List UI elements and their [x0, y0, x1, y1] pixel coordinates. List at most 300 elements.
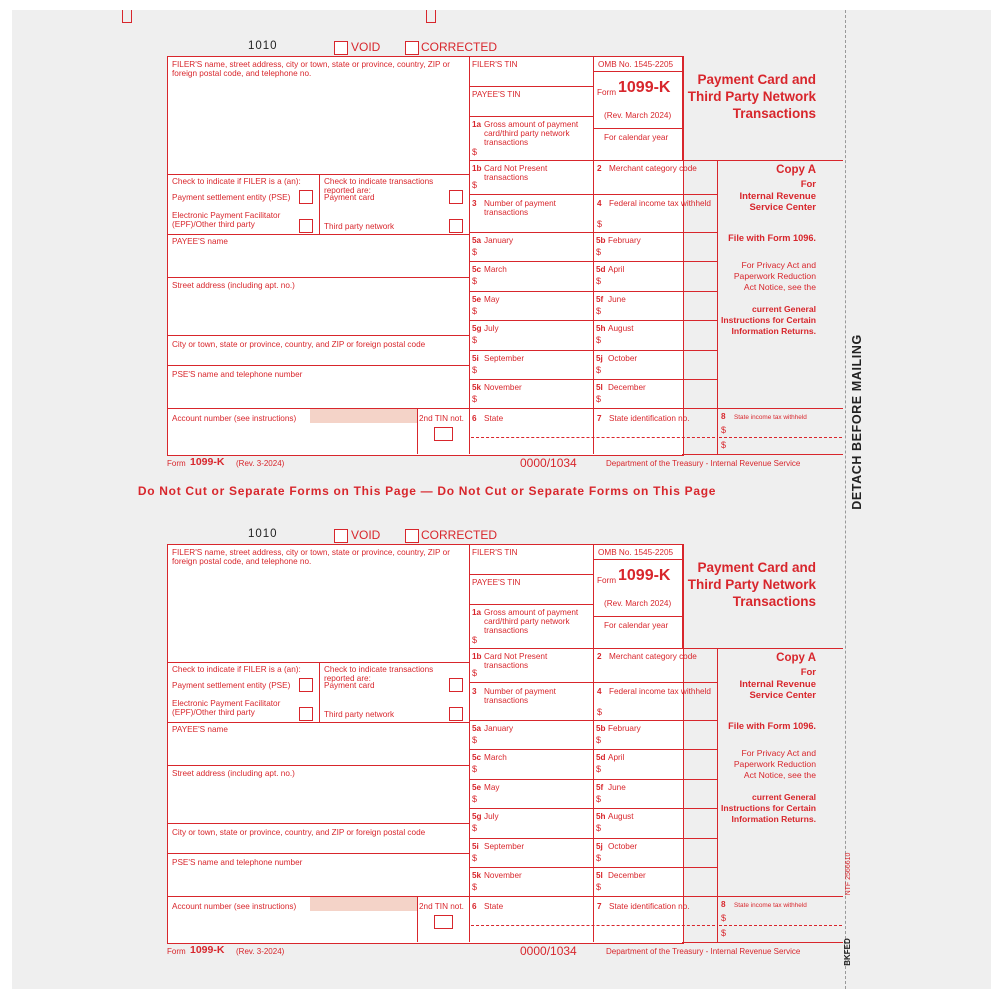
box-1b-number: 1b — [472, 164, 482, 173]
month-box-number: 5c — [472, 753, 482, 762]
box-1b-label: Card Not Present transactions — [484, 164, 548, 182]
corrected-checkbox[interactable] — [405, 41, 419, 55]
month-box-5e — [469, 291, 593, 320]
divider — [167, 722, 469, 723]
calendar-year-label: For calendar year — [604, 133, 669, 142]
bkfed-code: BKFED — [843, 938, 852, 966]
filer-tin-label: FILER'S TIN — [472, 548, 518, 557]
divider — [469, 682, 717, 683]
month-box-5k — [469, 379, 593, 408]
void-checkbox[interactable] — [334, 529, 348, 543]
dollar-sign: $ — [472, 853, 478, 863]
month-label: July — [484, 324, 499, 333]
check-transactions-label: Check to indicate transactions reported are: — [324, 665, 434, 683]
form-sheet — [12, 10, 991, 989]
month-box-5b — [593, 232, 717, 261]
calendar-year-label: For calendar year — [604, 621, 669, 630]
box-2-number: 2 — [597, 652, 602, 661]
second-tin-checkbox[interactable] — [434, 427, 453, 441]
box-6-number: 6 — [472, 902, 477, 911]
file-with-1096-label: File with Form 1096. — [728, 721, 816, 731]
box-8-label: State income tax withheld — [734, 414, 807, 421]
month-label: December — [608, 383, 646, 392]
account-number-label: Account number (see instructions) — [172, 414, 297, 423]
general-instructions-reference: current General Instructions for Certain Information Returns. — [720, 792, 816, 824]
month-box-5l — [593, 379, 717, 408]
footer-form-word: Form — [167, 947, 186, 956]
box-7-number: 7 — [597, 414, 602, 423]
dollar-sign: $ — [596, 365, 602, 375]
dollar-sign: $ — [472, 794, 478, 804]
month-label: June — [608, 295, 626, 304]
month-amount-field[interactable] — [604, 852, 712, 865]
third-party-checkbox[interactable] — [449, 219, 463, 233]
footer-revision: (Rev. 3-2024) — [236, 459, 285, 468]
crop-mark-left — [122, 10, 132, 23]
month-amount-field[interactable] — [604, 393, 712, 406]
box-4-number: 4 — [597, 199, 602, 208]
month-box-number: 5g — [472, 812, 482, 821]
box-8-number: 8 — [721, 900, 726, 909]
dollar-sign: $ — [472, 147, 478, 157]
divider — [717, 160, 718, 454]
payee-tin-label: PAYEE'S TIN — [472, 90, 521, 99]
divider — [167, 365, 469, 366]
divider — [682, 454, 843, 455]
dollar-sign: $ — [472, 764, 478, 774]
payment-card-checkbox[interactable] — [449, 678, 463, 692]
pse-name-field[interactable] — [170, 381, 466, 405]
month-amount-field[interactable] — [604, 305, 712, 318]
form-copy-top — [12, 36, 842, 496]
for-label: For — [800, 667, 816, 678]
divider — [469, 160, 843, 161]
dashed-divider — [719, 437, 842, 438]
dollar-sign: $ — [721, 425, 727, 435]
month-amount-field[interactable] — [604, 822, 712, 835]
dollar-sign: $ — [472, 247, 478, 257]
month-amount-field[interactable] — [480, 305, 588, 318]
month-label: September — [484, 842, 525, 851]
do-not-cut-notice: Do Not Cut or Separate Forms on This Page — Do Not Cut or Separate Forms on This Page — [137, 484, 717, 498]
month-box-number: 5h — [596, 812, 606, 821]
box-8-number: 8 — [721, 412, 726, 421]
month-box-number: 5b — [596, 724, 606, 733]
month-label: May — [484, 783, 500, 792]
box-2-label: Merchant category code — [609, 652, 697, 661]
month-amount-field[interactable] — [480, 734, 588, 747]
month-label: April — [608, 753, 625, 762]
payee-tin-field[interactable] — [472, 100, 590, 114]
epf-checkbox[interactable] — [299, 707, 313, 721]
box-1b-field[interactable] — [480, 179, 590, 191]
payee-tin-field[interactable] — [472, 588, 590, 602]
box-8-field[interactable] — [729, 912, 839, 924]
month-amount-field[interactable] — [480, 364, 588, 377]
month-amount-field[interactable] — [604, 881, 712, 894]
box-4-number: 4 — [597, 687, 602, 696]
box-1a-number: 1a — [472, 120, 482, 129]
calendar-year-field[interactable] — [597, 144, 679, 158]
city-field[interactable] — [170, 350, 466, 364]
revision-date: (Rev. March 2024) — [604, 111, 672, 120]
divider — [469, 408, 843, 409]
pse-label: Payment settlement entity (PSE) — [172, 681, 291, 690]
dollar-sign: $ — [597, 707, 603, 717]
month-amount-field[interactable] — [480, 881, 588, 894]
month-label: August — [608, 324, 634, 333]
month-box-5b — [593, 720, 717, 749]
payee-name-label: PAYEE'S name — [172, 725, 228, 734]
epf-label: Electronic Payment Facilitator (EPF)/Other third party — [172, 211, 281, 229]
form-number: 1099-K — [618, 79, 671, 96]
box-1b-field[interactable] — [480, 667, 590, 679]
form-number: 1099-K — [618, 567, 671, 584]
month-label: November — [484, 383, 522, 392]
epf-label: Electronic Payment Facilitator (EPF)/Other third party — [172, 699, 281, 717]
street-address-label: Street address (including apt. no.) — [172, 281, 295, 290]
month-box-5l — [593, 867, 717, 896]
privacy-act-notice: For Privacy Act and Paperwork Reduction Act Notice, see the — [733, 260, 816, 292]
pse-label: Payment settlement entity (PSE) — [172, 193, 291, 202]
filer-tin-label: FILER'S TIN — [472, 60, 518, 69]
dollar-sign: $ — [596, 882, 602, 892]
month-box-number: 5j — [596, 354, 603, 363]
divider — [593, 71, 682, 72]
dollar-sign: $ — [596, 306, 602, 316]
divider — [469, 116, 593, 117]
box-3-field[interactable] — [480, 704, 590, 716]
month-box-number: 5i — [472, 354, 479, 363]
street-address-label: Street address (including apt. no.) — [172, 769, 295, 778]
dollar-sign: $ — [596, 764, 602, 774]
footer-form-number: 1099-K — [190, 944, 225, 956]
void-label: VOID — [351, 40, 381, 54]
month-amount-field[interactable] — [604, 763, 712, 776]
box-1b-number: 1b — [472, 652, 482, 661]
city-label: City or town, state or province, country, and ZIP or foreign postal code — [172, 828, 426, 837]
divider — [682, 57, 683, 160]
month-box-number: 5d — [596, 753, 606, 762]
dollar-sign: $ — [596, 853, 602, 863]
month-amount-field[interactable] — [604, 734, 712, 747]
month-amount-field[interactable] — [604, 334, 712, 347]
month-amount-field[interactable] — [480, 852, 588, 865]
month-amount-field[interactable] — [604, 793, 712, 806]
pse-checkbox[interactable] — [299, 678, 313, 692]
filer-name-label: FILER'S name, street address, city or town, state or province, country, ZIP or foreign postal code, and telephone no. — [172, 548, 450, 566]
month-box-5g — [469, 808, 593, 837]
box-4-field[interactable] — [605, 706, 715, 718]
month-box-number: 5f — [596, 783, 604, 792]
box-2-label: Merchant category code — [609, 164, 697, 173]
dollar-sign: $ — [596, 335, 602, 345]
box-2-number: 2 — [597, 164, 602, 173]
month-amount-field[interactable] — [480, 334, 588, 347]
divider — [167, 277, 469, 278]
divider — [469, 86, 593, 87]
month-box-number: 5j — [596, 842, 603, 851]
account-number-label: Account number (see instructions) — [172, 902, 297, 911]
month-box-5f — [593, 779, 717, 808]
box-1a-field[interactable] — [480, 634, 590, 646]
month-amount-field[interactable] — [480, 822, 588, 835]
dollar-sign: $ — [721, 440, 727, 450]
month-label: March — [484, 753, 507, 762]
month-box-5c — [469, 261, 593, 290]
void-checkbox[interactable] — [334, 41, 348, 55]
pse-checkbox[interactable] — [299, 190, 313, 204]
divider — [167, 823, 469, 824]
account-number-field[interactable] — [310, 409, 417, 423]
detach-before-mailing-label: DETACH BEFORE MAILING — [850, 334, 864, 510]
month-label: March — [484, 265, 507, 274]
box-7-label: State identification no. — [609, 414, 690, 423]
month-label: July — [484, 812, 499, 821]
payee-name-label: PAYEE'S name — [172, 237, 228, 246]
box-2-field[interactable] — [597, 176, 715, 192]
pse-name-label: PSE'S name and telephone number — [172, 370, 303, 379]
footer-code: 0000/1034 — [520, 944, 577, 958]
divider — [417, 896, 418, 942]
month-amount-field[interactable] — [604, 364, 712, 377]
month-label: February — [608, 724, 641, 733]
month-box-number: 5l — [596, 871, 603, 880]
dollar-sign: $ — [472, 882, 478, 892]
corrected-label: CORRECTED — [421, 40, 498, 54]
dollar-sign: $ — [472, 668, 478, 678]
box-6-field[interactable] — [472, 424, 590, 436]
month-box-number: 5d — [596, 265, 606, 274]
box-3-number: 3 — [472, 199, 477, 208]
month-label: April — [608, 265, 625, 274]
box-4-field[interactable] — [605, 218, 715, 230]
divider — [593, 128, 682, 129]
second-tin-label: 2nd TIN not. — [419, 902, 464, 911]
month-amount-field[interactable] — [480, 393, 588, 406]
box-8-field[interactable] — [729, 927, 839, 939]
epf-checkbox[interactable] — [299, 219, 313, 233]
month-label: December — [608, 871, 646, 880]
divider — [469, 574, 593, 575]
month-label: January — [484, 236, 514, 245]
divider — [682, 942, 843, 943]
month-label: May — [484, 295, 500, 304]
form-title: Payment Card and Third Party Network Transactions — [687, 560, 816, 609]
divider — [682, 545, 683, 648]
omb-number: OMB No. 1545-2205 — [598, 548, 674, 557]
box-6-label: State — [484, 902, 504, 911]
dollar-sign: $ — [596, 276, 602, 286]
filer-name-field[interactable] — [170, 574, 466, 662]
pse-name-label: PSE'S name and telephone number — [172, 858, 303, 867]
revision-date: (Rev. March 2024) — [604, 599, 672, 608]
third-party-label: Third party network — [324, 710, 395, 719]
street-address-field[interactable] — [170, 292, 466, 332]
month-label: October — [608, 354, 638, 363]
divider — [469, 194, 717, 195]
month-box-5e — [469, 779, 593, 808]
box-4-label: Federal income tax withheld — [609, 687, 711, 696]
dollar-sign: $ — [472, 180, 478, 190]
month-amount-field[interactable] — [480, 793, 588, 806]
payment-card-checkbox[interactable] — [449, 190, 463, 204]
corrected-label: CORRECTED — [421, 528, 498, 542]
dollar-sign: $ — [472, 276, 478, 286]
divider — [469, 648, 843, 649]
box-3-label: Number of payment transactions — [484, 687, 556, 705]
dollar-sign: $ — [721, 928, 727, 938]
box-1a-field[interactable] — [480, 146, 590, 158]
box-7-field[interactable] — [597, 424, 715, 436]
divider — [593, 559, 682, 560]
month-amount-field[interactable] — [480, 763, 588, 776]
check-filer-label: Check to indicate if FILER is a (an): — [172, 177, 301, 186]
form-title: Payment Card and Third Party Network Transactions — [687, 72, 816, 121]
copy-a-label: Copy A — [776, 164, 816, 176]
month-box-number: 5k — [472, 383, 482, 392]
corrected-checkbox[interactable] — [405, 529, 419, 543]
dashed-divider — [471, 925, 715, 926]
footer-form-number: 1099-K — [190, 456, 225, 468]
city-label: City or town, state or province, country, and ZIP or foreign postal code — [172, 340, 426, 349]
month-box-5j — [593, 838, 717, 867]
file-with-1096-label: File with Form 1096. — [728, 233, 816, 243]
month-box-number: 5e — [472, 783, 482, 792]
box-8-field[interactable] — [729, 424, 839, 436]
divider — [167, 853, 469, 854]
month-label: June — [608, 783, 626, 792]
filer-tin-field[interactable] — [472, 558, 590, 572]
box-3-field[interactable] — [480, 216, 590, 228]
month-box-5a — [469, 720, 593, 749]
month-label: January — [484, 724, 514, 733]
pse-name-field[interactable] — [170, 869, 466, 893]
month-box-5f — [593, 291, 717, 320]
month-box-5k — [469, 867, 593, 896]
dollar-sign: $ — [472, 394, 478, 404]
box-1a-label: Gross amount of payment card/third party network transactions — [484, 120, 579, 147]
second-tin-label: 2nd TIN not. — [419, 414, 464, 423]
month-label: February — [608, 236, 641, 245]
ntf-code: NTF 2566610 — [845, 852, 852, 896]
copy-a-label: Copy A — [776, 652, 816, 664]
month-label: October — [608, 842, 638, 851]
dollar-sign: $ — [596, 735, 602, 745]
omb-number: OMB No. 1545-2205 — [598, 60, 674, 69]
filer-name-field[interactable] — [170, 86, 466, 174]
dollar-sign: $ — [596, 247, 602, 257]
dollar-sign: $ — [721, 913, 727, 923]
month-box-number: 5h — [596, 324, 606, 333]
form-word: Form — [597, 576, 617, 585]
dashed-divider — [471, 437, 715, 438]
for-label: For — [800, 179, 816, 190]
month-box-number: 5k — [472, 871, 482, 880]
box-8-field[interactable] — [729, 439, 839, 451]
divider — [167, 662, 469, 663]
void-label: VOID — [351, 528, 381, 542]
month-box-number: 5l — [596, 383, 603, 392]
month-amount-field[interactable] — [480, 275, 588, 288]
box-2-field[interactable] — [597, 664, 715, 680]
month-box-5d — [593, 749, 717, 778]
divider — [469, 896, 843, 897]
payee-name-field[interactable] — [170, 248, 466, 275]
box-6-field[interactable] — [472, 912, 590, 924]
box-1a-number: 1a — [472, 608, 482, 617]
month-amount-field[interactable] — [480, 246, 588, 259]
box-3-number: 3 — [472, 687, 477, 696]
month-box-5g — [469, 320, 593, 349]
month-box-5i — [469, 350, 593, 379]
month-box-number: 5g — [472, 324, 482, 333]
second-tin-checkbox[interactable] — [434, 915, 453, 929]
month-box-number: 5f — [596, 295, 604, 304]
box-6-label: State — [484, 414, 504, 423]
month-label: November — [484, 871, 522, 880]
dollar-sign: $ — [596, 394, 602, 404]
account-number-field[interactable] — [310, 897, 417, 911]
city-field[interactable] — [170, 838, 466, 852]
divider — [717, 648, 718, 942]
box-7-label: State identification no. — [609, 902, 690, 911]
form-code: 1010 — [248, 40, 278, 52]
check-transactions-label: Check to indicate transactions reported are: — [324, 177, 434, 195]
month-box-5a — [469, 232, 593, 261]
footer-form-word: Form — [167, 459, 186, 468]
privacy-act-notice: For Privacy Act and Paperwork Reduction Act Notice, see the — [733, 748, 816, 780]
month-amount-field[interactable] — [604, 246, 712, 259]
crop-mark-right — [426, 10, 436, 23]
form-word: Form — [597, 88, 617, 97]
month-amount-field[interactable] — [604, 275, 712, 288]
payee-name-field[interactable] — [170, 736, 466, 763]
dollar-sign: $ — [597, 219, 603, 229]
divider — [469, 604, 593, 605]
calendar-year-field[interactable] — [597, 632, 679, 646]
filer-tin-field[interactable] — [472, 70, 590, 84]
month-box-number: 5e — [472, 295, 482, 304]
form-code: 1010 — [248, 528, 278, 540]
irs-center-label: Internal Revenue Service Center — [739, 191, 816, 213]
dollar-sign: $ — [472, 735, 478, 745]
divider — [319, 662, 320, 722]
month-box-number: 5a — [472, 724, 482, 733]
month-box-5d — [593, 261, 717, 290]
box-8-label: State income tax withheld — [734, 902, 807, 909]
payment-card-label: Payment card — [324, 193, 375, 202]
footer-department: Department of the Treasury - Internal Revenue Service — [606, 459, 801, 468]
street-address-field[interactable] — [170, 780, 466, 820]
dollar-sign: $ — [596, 823, 602, 833]
filer-name-label: FILER'S name, street address, city or town, state or province, country, ZIP or foreign postal code, and telephone no. — [172, 60, 450, 78]
dollar-sign: $ — [472, 306, 478, 316]
divider — [319, 174, 320, 234]
irs-center-label: Internal Revenue Service Center — [739, 679, 816, 701]
box-1a-label: Gross amount of payment card/third party network transactions — [484, 608, 579, 635]
month-box-5c — [469, 749, 593, 778]
month-label: August — [608, 812, 634, 821]
box-7-field[interactable] — [597, 912, 715, 924]
third-party-checkbox[interactable] — [449, 707, 463, 721]
month-box-number: 5a — [472, 236, 482, 245]
month-box-number: 5i — [472, 842, 479, 851]
check-filer-label: Check to indicate if FILER is a (an): — [172, 665, 301, 674]
month-box-number: 5c — [472, 265, 482, 274]
box-4-label: Federal income tax withheld — [609, 199, 711, 208]
month-box-5j — [593, 350, 717, 379]
